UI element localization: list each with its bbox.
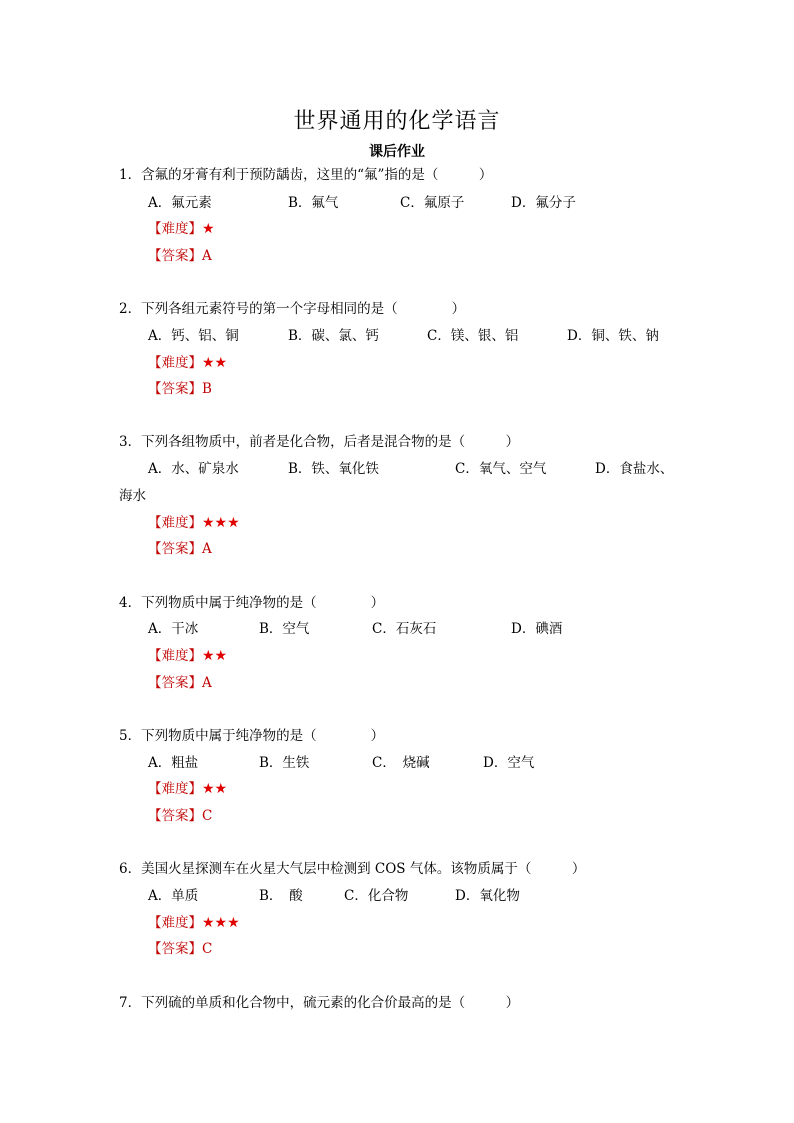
difficulty-label: 【难度】 bbox=[148, 915, 202, 931]
question-6-option-d: D．氧化物 bbox=[455, 888, 520, 904]
answer-value: C bbox=[202, 808, 213, 824]
question-6-answer bbox=[148, 940, 212, 958]
answer-label: 【答案】 bbox=[148, 941, 202, 957]
question-6-option-a: A．单质 bbox=[148, 888, 199, 904]
question-2-stem: 2．下列各组元素符号的第一个字母相同的是（ ） bbox=[119, 301, 466, 317]
difficulty-stars: ★ bbox=[202, 221, 215, 237]
question-1-option-b: B．氟气 bbox=[288, 195, 339, 211]
question-2-difficulty bbox=[148, 354, 227, 372]
answer-value: B bbox=[202, 381, 212, 397]
question-1-stem: 1．含氟的牙膏有利于预防龋齿，这里的“氟”指的是（ ） bbox=[119, 167, 493, 183]
difficulty-label: 【难度】 bbox=[148, 648, 202, 664]
question-3-option-d-continuation: 海水 bbox=[119, 488, 146, 504]
page-title: 世界通用的化学语言 bbox=[293, 109, 501, 134]
question-4-option-a: A．干冰 bbox=[148, 621, 199, 637]
question-4-option-b: B．空气 bbox=[259, 621, 310, 637]
question-4-stem: 4．下列物质中属于纯净物的是（ ） bbox=[119, 595, 385, 611]
question-3-option-a: A．水、矿泉水 bbox=[148, 461, 239, 477]
answer-label: 【答案】 bbox=[148, 808, 202, 824]
question-2-option-c: C．镁、银、铝 bbox=[427, 328, 519, 344]
difficulty-label: 【难度】 bbox=[148, 221, 202, 237]
difficulty-stars: ★★ bbox=[202, 648, 228, 664]
question-6-difficulty bbox=[148, 914, 240, 932]
question-3-option-d: D．食盐水、 bbox=[595, 461, 674, 477]
question-2-option-a: A．钙、铝、铜 bbox=[148, 328, 239, 344]
question-6-stem: 6．美国火星探测车在火星大气层中检测到 COS 气体。该物质属于（ ） bbox=[119, 861, 586, 877]
question-3-answer bbox=[148, 540, 212, 558]
difficulty-label: 【难度】 bbox=[148, 515, 202, 531]
answer-value: C bbox=[202, 941, 213, 957]
question-4-option-d: D．碘酒 bbox=[511, 621, 563, 637]
question-5-option-d: D．空气 bbox=[483, 755, 535, 771]
question-3-stem: 3．下列各组物质中，前者是化合物，后者是混合物的是（ ） bbox=[119, 434, 520, 450]
question-7-stem: 7．下列硫的单质和化合物中，硫元素的化合价最高的是（ ） bbox=[119, 995, 520, 1011]
answer-label: 【答案】 bbox=[148, 381, 202, 397]
page-subtitle: 课后作业 bbox=[369, 144, 425, 160]
question-5-option-b: B．生铁 bbox=[259, 755, 310, 771]
difficulty-label: 【难度】 bbox=[148, 781, 202, 797]
question-2-option-b: B．碳、氯、钙 bbox=[288, 328, 379, 344]
question-5-answer bbox=[148, 807, 212, 825]
question-4-answer bbox=[148, 674, 212, 692]
difficulty-stars: ★★ bbox=[202, 781, 228, 797]
difficulty-stars: ★★★ bbox=[202, 515, 240, 531]
question-5-stem: 5．下列物质中属于纯净物的是（ ） bbox=[119, 728, 385, 744]
answer-label: 【答案】 bbox=[148, 675, 202, 691]
difficulty-label: 【难度】 bbox=[148, 355, 202, 371]
difficulty-stars: ★★★ bbox=[202, 915, 240, 931]
question-2-answer bbox=[148, 380, 212, 398]
question-3-option-c: C．氧气、空气 bbox=[455, 461, 547, 477]
question-1-option-c: C．氟原子 bbox=[400, 195, 465, 211]
answer-value: A bbox=[202, 675, 212, 691]
answer-label: 【答案】 bbox=[148, 541, 202, 557]
question-3-option-b: B．铁、氧化铁 bbox=[288, 461, 379, 477]
question-5-option-c: C． 烧碱 bbox=[372, 755, 430, 771]
question-1-answer bbox=[148, 247, 212, 265]
question-5-difficulty bbox=[148, 780, 227, 798]
question-5-option-a: A．粗盐 bbox=[148, 755, 199, 771]
question-1-difficulty bbox=[148, 220, 215, 238]
question-1-option-d: D．氟分子 bbox=[511, 195, 576, 211]
difficulty-stars: ★★ bbox=[202, 355, 228, 371]
question-3-difficulty bbox=[148, 514, 240, 532]
question-6-option-b: B． 酸 bbox=[259, 888, 303, 904]
answer-value: A bbox=[202, 541, 212, 557]
question-4-option-c: C．石灰石 bbox=[372, 621, 437, 637]
question-2-option-d: D．铜、铁、钠 bbox=[567, 328, 659, 344]
question-6-option-c: C．化合物 bbox=[344, 888, 409, 904]
question-4-difficulty bbox=[148, 647, 227, 665]
question-1-option-a: A．氟元素 bbox=[148, 195, 212, 211]
answer-value: A bbox=[202, 248, 212, 264]
answer-label: 【答案】 bbox=[148, 248, 202, 264]
